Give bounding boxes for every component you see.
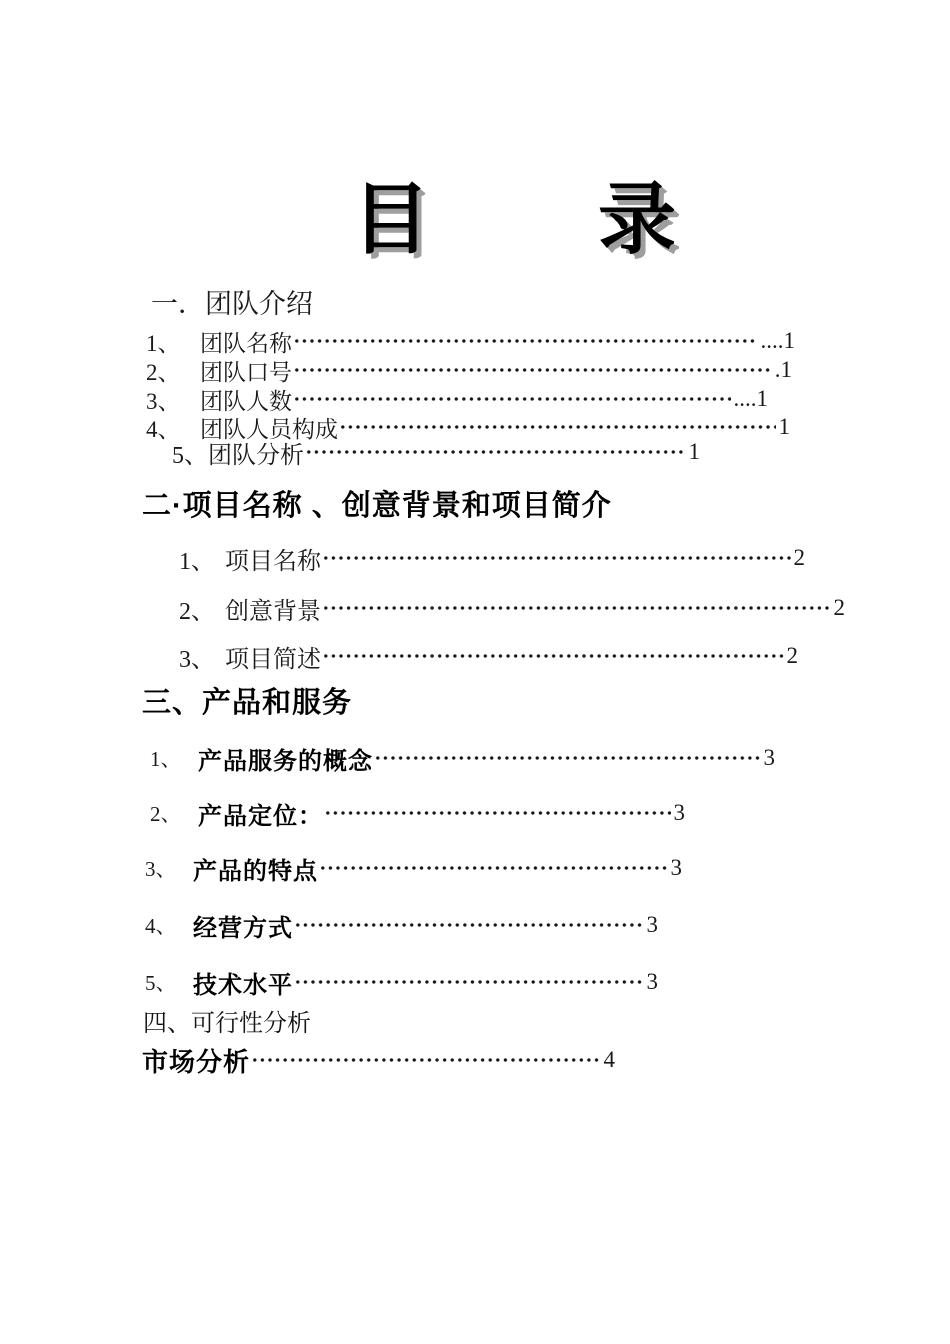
toc-page-number: ....1 <box>760 328 795 353</box>
toc-page-number: 1 <box>688 439 700 464</box>
toc-item-label: 创意背景 <box>225 598 321 625</box>
toc-item-label: 团队人员构成 <box>200 416 338 442</box>
dot-leader <box>324 806 671 820</box>
toc-page-number: 1 <box>778 414 790 439</box>
toc-row <box>150 743 775 773</box>
toc-row <box>179 543 805 573</box>
dot-leader <box>319 861 668 875</box>
dot-leader <box>322 601 831 615</box>
toc-row <box>146 326 795 356</box>
toc-item-label: 团队分析 <box>208 442 304 469</box>
toc-row <box>150 798 685 828</box>
toc-item-number: 1、 <box>179 548 215 575</box>
dot-leader <box>322 649 784 663</box>
toc-item-number: 5、 <box>145 971 177 995</box>
section-heading-feasibility: 四、可行性分析 <box>143 1010 311 1037</box>
toc-title: 目录 <box>352 174 845 265</box>
dot-leader <box>293 334 758 348</box>
toc-item-label: 经营方式 <box>193 914 293 942</box>
toc-item-label: 团队人数 <box>200 388 292 414</box>
toc-row <box>145 910 658 940</box>
toc-page-number: .1 <box>774 357 792 382</box>
toc-item-number: 2、 <box>146 359 181 385</box>
dot-leader <box>251 1053 600 1067</box>
toc-row <box>146 355 792 385</box>
toc-page-number: 2 <box>833 595 845 620</box>
toc-item-label: 项目简述 <box>225 646 321 673</box>
toc-item-number: 4、 <box>146 416 181 442</box>
toc-item-label: 产品的特点 <box>193 857 318 885</box>
dot-leader <box>374 751 761 765</box>
toc-row <box>145 853 682 883</box>
section-heading-product-services: 三、产品和服务 <box>142 687 353 719</box>
toc-item-number: 4、 <box>145 914 177 938</box>
toc-row <box>142 1044 615 1076</box>
toc-item-label: 市场分析 <box>142 1046 251 1077</box>
toc-item-label: 产品定位： <box>198 802 323 830</box>
toc-item-number: 3、 <box>179 646 215 673</box>
toc-row <box>179 593 845 623</box>
toc-row <box>145 967 658 997</box>
toc-page-number: 2 <box>793 545 805 570</box>
toc-row <box>172 437 700 467</box>
toc-item-label: 团队名称 <box>200 330 292 356</box>
toc-item-number: 3、 <box>145 857 177 881</box>
dot-leader <box>305 445 686 459</box>
toc-page-number: 3 <box>763 745 775 770</box>
toc-item-label: 项目名称 <box>225 548 321 575</box>
toc-page-number: 3 <box>646 912 658 937</box>
toc-page-number: 3 <box>670 855 682 880</box>
toc-item-number: 1、 <box>146 330 181 356</box>
dot-leader <box>293 392 731 406</box>
toc-page-number: 2 <box>786 643 798 668</box>
dot-leader <box>322 551 791 565</box>
dot-leader <box>293 363 772 377</box>
toc-row <box>146 384 768 414</box>
section-heading-team-intro: 一．团队介绍 <box>151 289 313 319</box>
section-heading-project-intro: 二·项目名称 、创意背景和项目简介 <box>142 490 612 522</box>
toc-item-number: 5、 <box>172 442 208 469</box>
toc-item-label: 技术水平 <box>193 971 293 999</box>
dot-leader <box>294 918 644 932</box>
toc-item-number: 2、 <box>179 598 215 625</box>
toc-page-number: 4 <box>603 1047 615 1072</box>
toc-item-label: 产品服务的概念 <box>198 747 373 775</box>
toc-page-number: 3 <box>646 969 658 994</box>
toc-row <box>179 641 798 671</box>
toc-page-number: ....1 <box>733 386 768 411</box>
toc-item-number: 2、 <box>150 802 182 826</box>
toc-item-number: 3、 <box>146 388 181 414</box>
dot-leader <box>339 420 776 434</box>
toc-item-label: 团队口号 <box>200 359 292 385</box>
toc-item-number: 1、 <box>150 747 182 771</box>
dot-leader <box>294 975 644 989</box>
toc-page-number: 3 <box>673 800 685 825</box>
